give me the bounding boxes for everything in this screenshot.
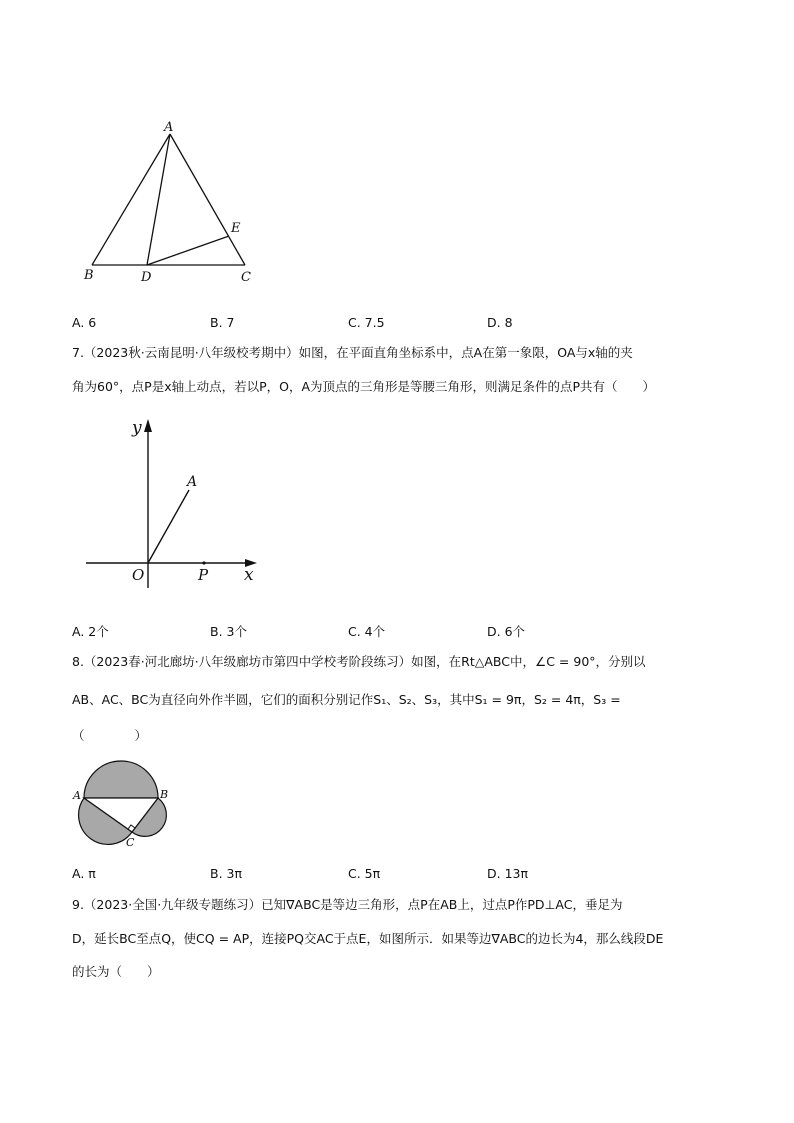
q8-option-b[interactable]: B. 3π	[210, 866, 243, 881]
label-o: O	[132, 566, 145, 584]
q9-text-line1: 9.（2023·全国·九年级专题练习）已知∇ABC是等边三角形，点P在AB上，过点P作PD⊥AC，垂足为	[72, 897, 623, 912]
q9-text-line3: 的长为（ ）	[72, 964, 160, 979]
label-a: A	[187, 474, 198, 490]
q8-option-a[interactable]: A. π	[72, 866, 96, 881]
q7-text-line2: 角为60°，点P是x轴上动点，若以P，O，A为顶点的三角形是等腰三角形，则满足条件的点P共有（ ）	[72, 379, 656, 394]
label-a: A	[73, 789, 81, 802]
q9-text-line2: D，延长BC至点Q，使CQ = AP，连接PQ交AC于点E，如图所示．如果等边∇ABC的边长为4，那么线段DE	[72, 931, 664, 946]
label-c: C	[241, 270, 251, 285]
q7-option-b[interactable]: B. 3个	[210, 624, 247, 639]
semicircle-ab	[84, 761, 158, 798]
q6-option-c[interactable]: C. 7.5	[348, 315, 385, 330]
q6-option-a[interactable]: A. 6	[72, 315, 97, 330]
q7-option-c[interactable]: C. 4个	[348, 624, 386, 639]
q7-option-a[interactable]: A. 2个	[72, 624, 109, 639]
q7-text-line1: 7.（2023秋·云南昆明·八年级校考期中）如图，在平面直角坐标系中，点A在第一象限，OA与x轴的夹	[72, 345, 633, 360]
label-b: B	[160, 788, 169, 801]
q7-option-d[interactable]: D. 6个	[487, 624, 526, 639]
q8-text-line3: （ ）	[72, 728, 148, 743]
q6-option-b[interactable]: B. 7	[210, 315, 235, 330]
label-c: C	[126, 836, 135, 849]
label-d: D	[141, 270, 152, 285]
label-a: A	[164, 120, 174, 135]
label-b: B	[84, 268, 94, 283]
label-y: y	[132, 418, 142, 438]
q8-text-line2: AB、AC、BC为直径向外作半圆，它们的面积分别记作S₁、S₂、S₃，其中S₁ = 9π，S₂ = 4π，S₃ =	[72, 692, 621, 707]
label-p: P	[198, 566, 209, 584]
q8-option-d[interactable]: D. 13π	[487, 866, 529, 881]
label-e: E	[231, 221, 241, 236]
label-x: x	[244, 565, 254, 585]
q6-option-d[interactable]: D. 8	[487, 315, 513, 330]
q8-text-line1: 8.（2023春·河北廊坊·八年级廊坊市第四中学校考阶段练习）如图，在Rt△ABC中，∠C = 90°，分别以	[72, 654, 646, 669]
q8-option-c[interactable]: C. 5π	[348, 866, 381, 881]
